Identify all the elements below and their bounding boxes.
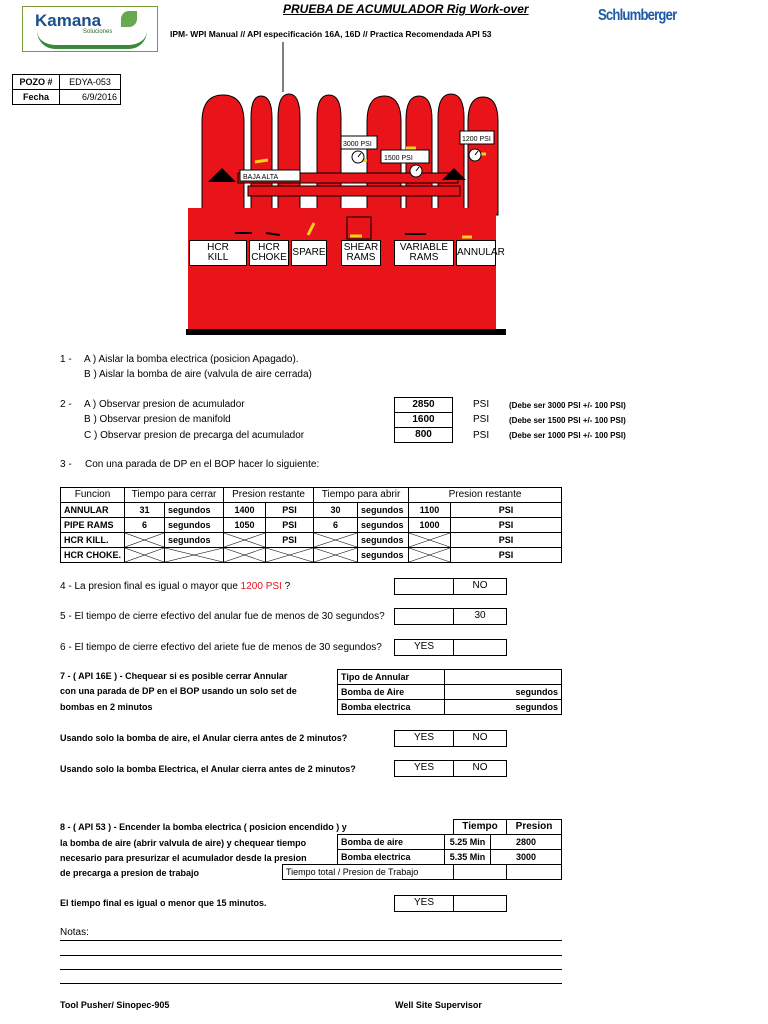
step2-a-unit: PSI bbox=[473, 399, 490, 410]
step5-answer-right[interactable]: 30 bbox=[453, 608, 507, 625]
logo-text: Kamana bbox=[35, 11, 102, 30]
base-plate bbox=[186, 329, 506, 335]
electric-pump-yes-box[interactable]: YES bbox=[394, 760, 454, 777]
step4-answer-left[interactable] bbox=[394, 578, 454, 595]
step4-answer-right[interactable]: NO bbox=[453, 578, 507, 595]
panel-variable-rams: VARIABLE RAMS bbox=[394, 240, 454, 266]
table-header: Presion restante bbox=[224, 488, 314, 503]
na-cell bbox=[409, 548, 451, 563]
table-row: Bomba de aire 5.25 Min 2800 bbox=[338, 835, 562, 850]
step5-answer-left[interactable] bbox=[394, 608, 454, 625]
step8-line4: de precarga a presion de trabajo bbox=[60, 868, 200, 878]
step1-b: B ) Aislar la bomba de aire (valvula de aire cerrada) bbox=[84, 369, 312, 380]
total-time-presion[interactable] bbox=[506, 864, 562, 880]
final-no-box[interactable] bbox=[453, 895, 507, 912]
step6-answer-right[interactable] bbox=[453, 639, 507, 656]
step1-a: A ) Aislar la bomba electrica (posicion Apagado). bbox=[84, 354, 299, 365]
total-time-label: Tiempo total / Presion de Trabajo bbox=[282, 864, 454, 880]
panel-shear-rams: SHEAR RAMS bbox=[341, 240, 381, 266]
step4-question: 4 - La presion final es igual o mayor que 1200 PSI ? bbox=[60, 581, 291, 592]
fecha-label: Fecha bbox=[13, 90, 60, 105]
accumulator-diagram bbox=[180, 40, 520, 340]
manifold-pipe-bottom bbox=[248, 186, 460, 196]
company-logo bbox=[22, 6, 158, 52]
step8-line2: la bomba de aire (abrir valvula de aire) y chequear tiempo bbox=[60, 838, 307, 848]
well-site-supervisor-signature: Well Site Supervisor bbox=[395, 1000, 482, 1010]
fecha-value: 6/9/2016 bbox=[60, 90, 121, 105]
final-time-question: El tiempo final es igual o menor que 15 minutos. bbox=[60, 898, 267, 908]
panel-hcr-kill: HCR KILL bbox=[189, 240, 247, 266]
air-pump-no-box[interactable]: NO bbox=[453, 730, 507, 747]
acumulador-pressure-value[interactable]: 2850 bbox=[394, 397, 453, 413]
table-row: Bomba electrica segundos bbox=[338, 700, 562, 715]
charging-time-table bbox=[337, 834, 562, 865]
na-cell bbox=[266, 548, 314, 563]
bop-function-table bbox=[60, 487, 562, 563]
na-cell bbox=[314, 533, 358, 548]
step2-b-unit: PSI bbox=[473, 414, 490, 425]
notes-line[interactable] bbox=[60, 969, 562, 970]
valve-label: BAJA ALTA bbox=[243, 174, 279, 181]
air-pump-yes-box[interactable]: YES bbox=[394, 730, 454, 747]
brand-logo: Schlumberger bbox=[598, 7, 677, 24]
total-time-tiempo[interactable] bbox=[453, 864, 507, 880]
manifold-pressure-value[interactable]: 1600 bbox=[394, 412, 453, 428]
step8-line1: 8 - ( API 53 ) - Encender la bomba electrica ( posicion encendido ) y bbox=[60, 822, 347, 832]
logo-sub: Soluciones bbox=[83, 29, 113, 35]
table-row: Bomba electrica 5.35 Min 3000 bbox=[338, 850, 562, 865]
notes-label: Notas: bbox=[60, 927, 89, 938]
presion-header: Presion bbox=[506, 819, 562, 835]
step7-line1: 7 - ( API 16E ) - Chequear si es posible cerrar Annular bbox=[60, 671, 288, 681]
notes-line[interactable] bbox=[60, 955, 562, 956]
step3-number: 3 - bbox=[60, 459, 72, 470]
bottle-1 bbox=[202, 95, 244, 215]
page-title: PRUEBA DE ACUMULADOR Rig Work-over bbox=[283, 2, 529, 16]
step6-answer-left[interactable]: YES bbox=[394, 639, 454, 656]
step8-line3: necesario para presurizar el acumulador desde la presion bbox=[60, 853, 307, 863]
gauge-1500-label: 1500 PSI bbox=[384, 155, 413, 162]
step3-text: Con una parada de DP en el BOP hacer lo siguiente: bbox=[85, 459, 320, 470]
table-header: Presion restante bbox=[409, 488, 562, 503]
bottle-3 bbox=[278, 94, 300, 215]
bottle-7 bbox=[438, 94, 464, 215]
table-row: PIPE RAMS 6 segundos 1050 PSI 6 segundos 1000 PSI bbox=[61, 518, 562, 533]
electric-pump-no-box[interactable]: NO bbox=[453, 760, 507, 777]
na-cell bbox=[224, 548, 266, 563]
well-info-table bbox=[12, 74, 121, 105]
annular-pump-table bbox=[337, 669, 562, 715]
notes-line[interactable] bbox=[60, 940, 562, 941]
step2-a-note: (Debe ser 3000 PSI +/- 100 PSI) bbox=[509, 401, 626, 410]
gauge-3000-label: 3000 PSI bbox=[343, 141, 372, 148]
table-header: Funcion bbox=[61, 488, 125, 503]
tool-pusher-signature: Tool Pusher/ Sinopec-905 bbox=[60, 1000, 170, 1010]
panel-annular: ANNULAR bbox=[456, 240, 496, 266]
na-cell bbox=[125, 548, 165, 563]
step7-air-question: Usando solo la bomba de aire, el Anular cierra antes de 2 minutos? bbox=[60, 733, 348, 743]
step2-c-text: C ) Observar presion de precarga del acumulador bbox=[84, 430, 305, 441]
panel-spare: SPARE bbox=[291, 240, 327, 266]
pozo-value: EDYA-053 bbox=[60, 75, 121, 90]
step2-c-note: (Debe ser 1000 PSI +/- 100 PSI) bbox=[509, 431, 626, 440]
precarga-pressure-value[interactable]: 800 bbox=[394, 427, 453, 443]
step2-a-text: A ) Observar presion de acumulador bbox=[84, 399, 245, 410]
table-header: Tiempo para cerrar bbox=[125, 488, 224, 503]
na-cell bbox=[409, 533, 451, 548]
step7-electric-question: Usando solo la bomba Electrica, el Anular cierra antes de 2 minutos? bbox=[60, 764, 356, 774]
leaf-icon bbox=[121, 11, 137, 27]
threshold-highlight: 1200 PSI bbox=[240, 581, 282, 592]
accumulator-base bbox=[188, 208, 496, 330]
step2-c-unit: PSI bbox=[473, 430, 490, 441]
tiempo-header: Tiempo bbox=[453, 819, 507, 835]
panel-hcr-choke: HCR CHOKE bbox=[249, 240, 289, 266]
na-cell bbox=[314, 548, 358, 563]
table-header: Tiempo para abrir bbox=[314, 488, 409, 503]
page-subtitle: IPM- WPI Manual // API especificación 16A, 16D // Practica Recomendada API 53 bbox=[170, 29, 492, 39]
step7-line2: con una parada de DP en el BOP usando un solo set de bbox=[60, 686, 297, 696]
bottle-2 bbox=[251, 96, 272, 215]
step1-number: 1 - bbox=[60, 354, 72, 365]
step2-b-text: B ) Observar presion de manifold bbox=[84, 414, 231, 425]
gauge-1200-label: 1200 PSI bbox=[462, 136, 491, 143]
notes-line[interactable] bbox=[60, 983, 562, 984]
pozo-label: POZO # bbox=[13, 75, 60, 90]
step2-number: 2 - bbox=[60, 399, 72, 410]
table-header-row bbox=[61, 488, 562, 503]
bottle-4 bbox=[317, 95, 341, 215]
step6-question: 6 - El tiempo de cierre efectivo del ariete fue de menos de 30 segundos? bbox=[60, 642, 382, 653]
table-row: Bomba de Aire segundos bbox=[338, 685, 562, 700]
na-cell bbox=[224, 533, 266, 548]
final-yes-box[interactable]: YES bbox=[394, 895, 454, 912]
table-row: ANNULAR 31 segundos 1400 PSI 30 segundos 1100 PSI bbox=[61, 503, 562, 518]
step7-line3: bombas en 2 minutos bbox=[60, 702, 153, 712]
step2-b-note: (Debe ser 1500 PSI +/- 100 PSI) bbox=[509, 416, 626, 425]
step5-question: 5 - El tiempo de cierre efectivo del anular fue de menos de 30 segundos? bbox=[60, 611, 385, 622]
table-row: HCR CHOKE. segundos PSI bbox=[61, 548, 562, 563]
table-row: HCR KILL. segundos PSI segundos PSI bbox=[61, 533, 562, 548]
na-cell bbox=[165, 548, 224, 563]
table-row: Tipo de Annular bbox=[338, 670, 562, 685]
na-cell bbox=[125, 533, 165, 548]
